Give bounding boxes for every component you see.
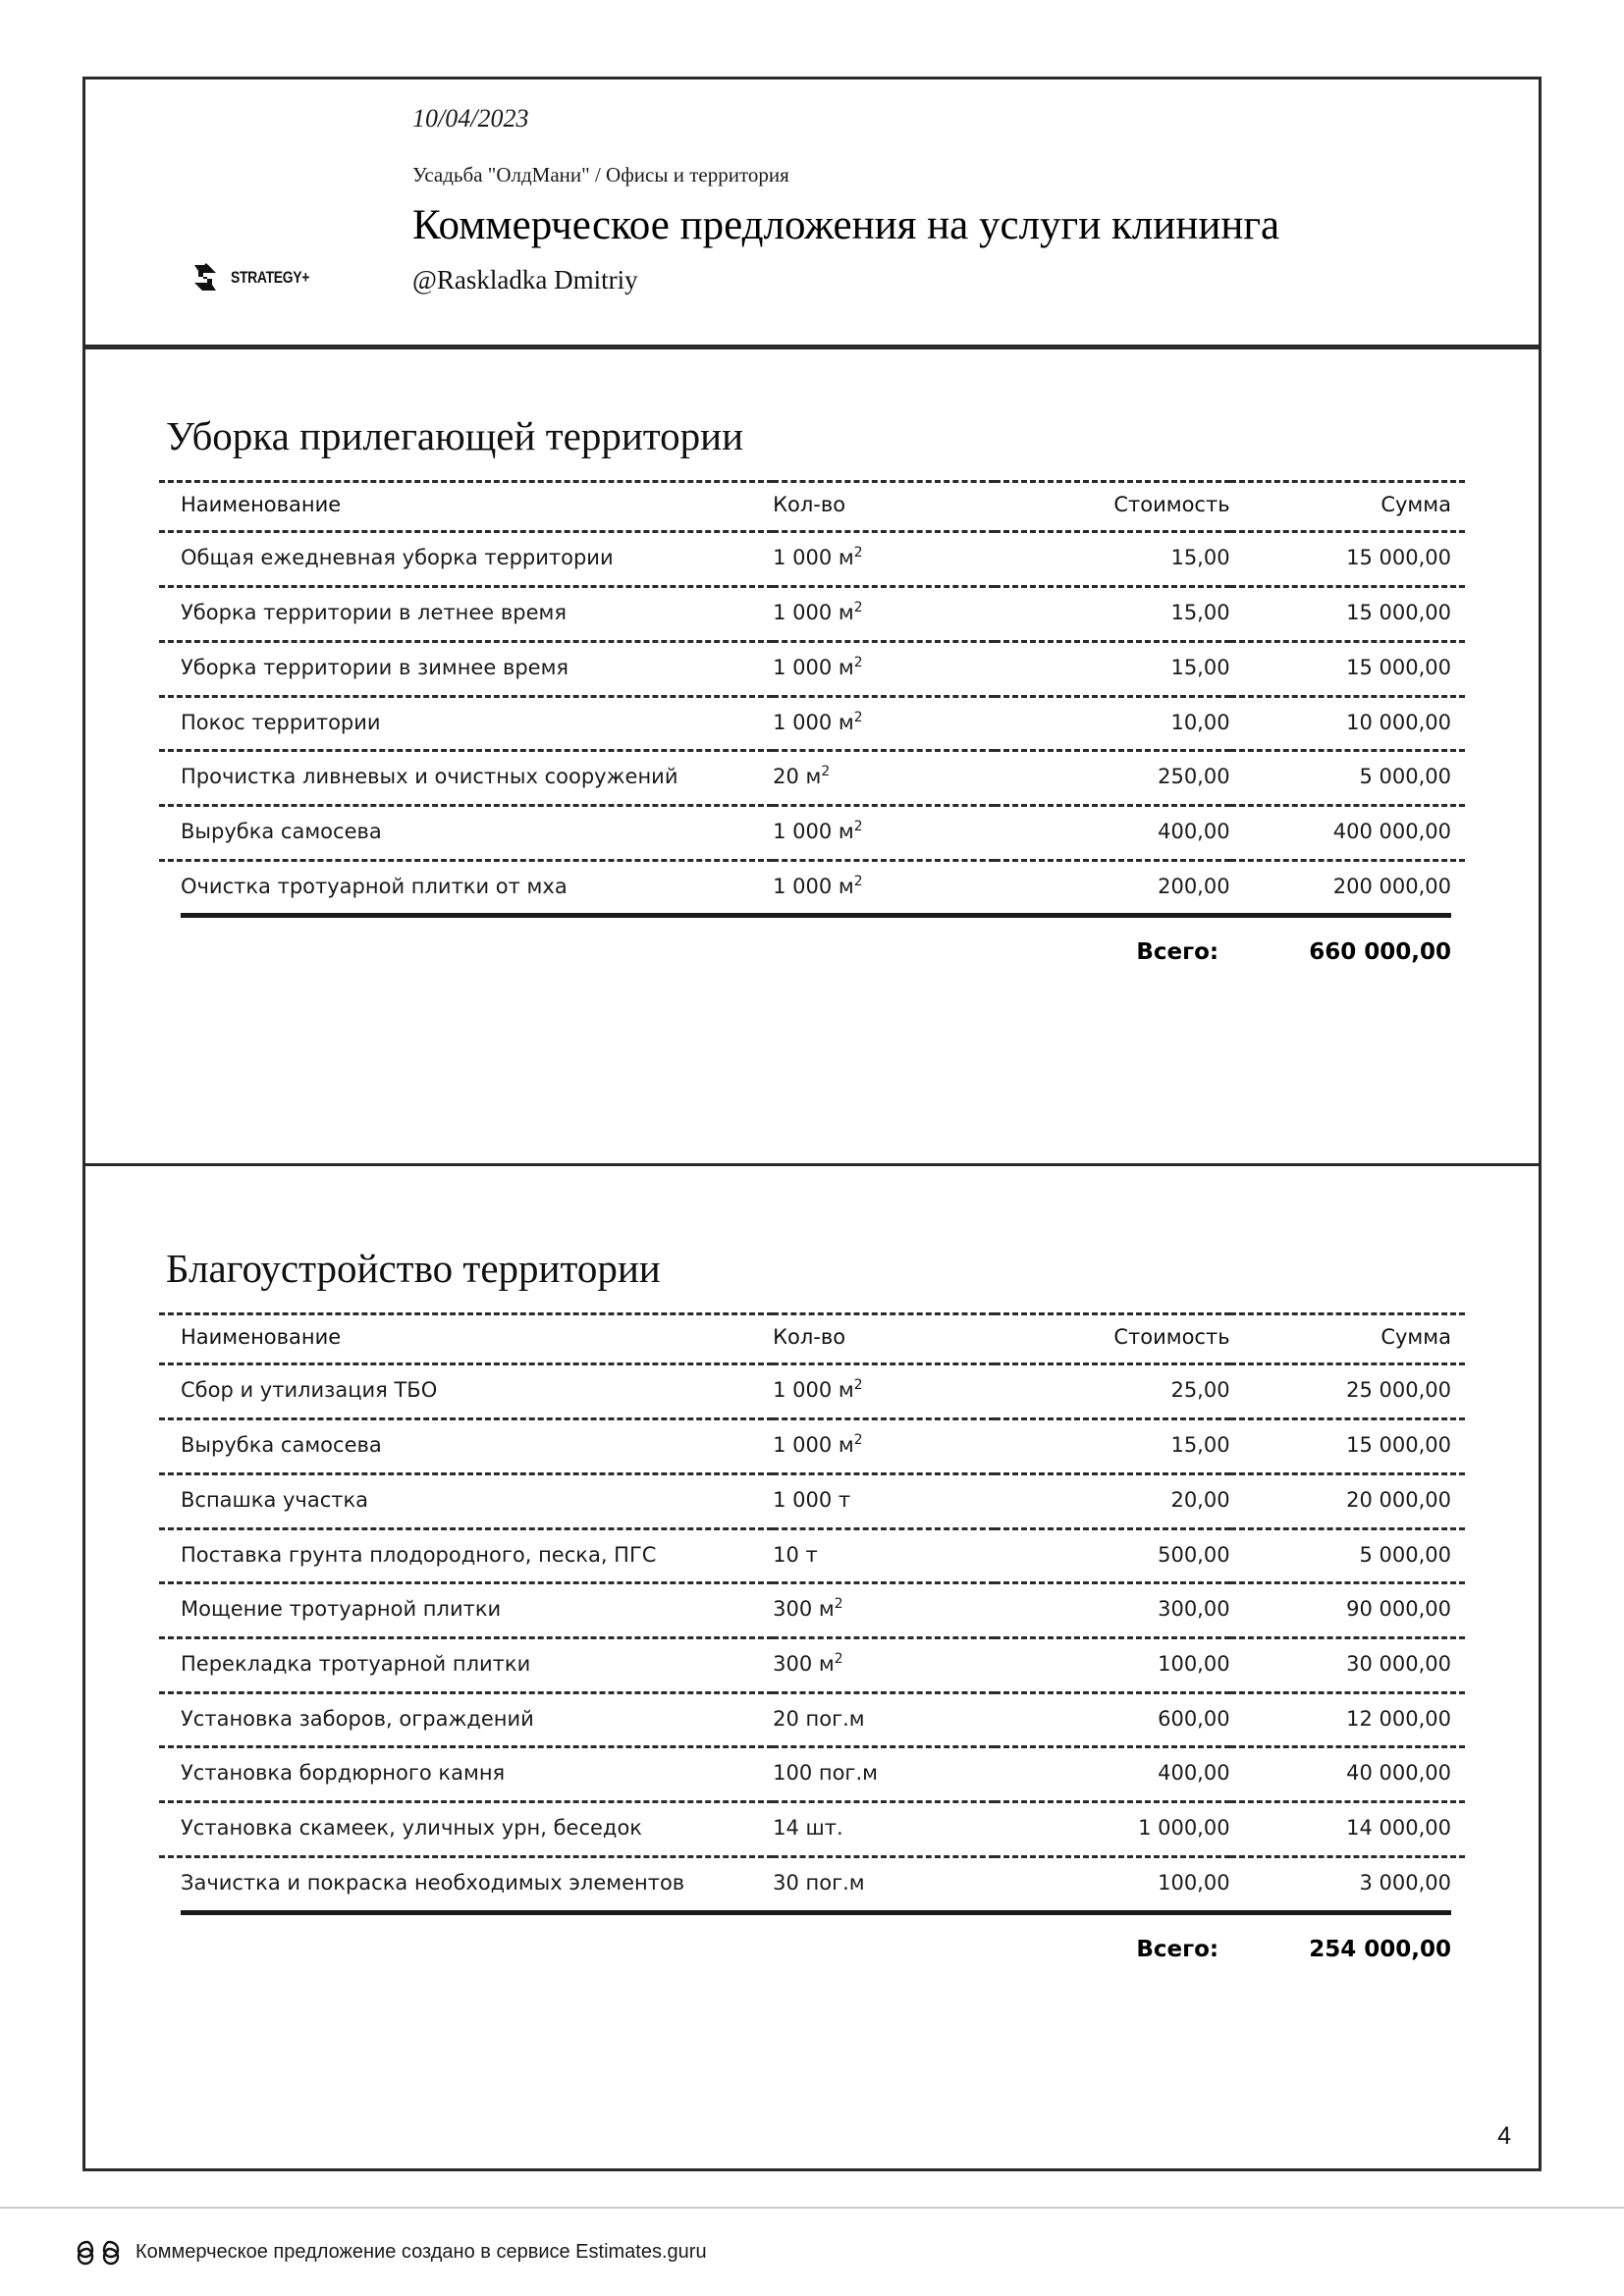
cell-name: Вспашка участка: [159, 1473, 773, 1528]
column-header-price: Стоимость: [995, 1314, 1229, 1364]
cell-price: 20,00: [995, 1473, 1229, 1528]
cell-sum: 15 000,00: [1230, 532, 1465, 587]
table-row: [159, 1747, 1465, 1802]
section-cleaning-adjacent-territory: [85, 349, 1539, 1166]
cell-price: 15,00: [995, 1419, 1229, 1474]
table-row: [159, 1364, 1465, 1419]
cell-qty: 1 000 т: [773, 1473, 995, 1528]
cell-sum: 30 000,00: [1230, 1637, 1465, 1692]
cell-name: Мощение тротуарной плитки: [159, 1583, 773, 1638]
cell-sum: 14 000,00: [1230, 1802, 1465, 1857]
section-title: Уборка прилегающей территории: [166, 413, 744, 458]
cell-price: 500,00: [995, 1528, 1229, 1583]
cell-price: 15,00: [995, 532, 1229, 587]
estimates-guru-logo-icon: [77, 2238, 120, 2268]
table-row: [159, 587, 1465, 642]
cell-price: 250,00: [995, 751, 1229, 806]
cell-qty: 1 000 $м^2$: [773, 1419, 995, 1474]
cell-name: Вырубка самосева: [159, 1419, 773, 1474]
page-title: Коммерческое предложения на услуги клининга: [412, 202, 1280, 249]
cell-qty: 1 000 $м^2$: [773, 532, 995, 587]
cell-qty: 14 шт.: [773, 1802, 995, 1857]
cell-sum: 5 000,00: [1230, 751, 1465, 806]
header-text-block: [412, 103, 1499, 295]
items-table: [159, 1312, 1465, 1909]
cell-name: Уборка территории в летнее время: [159, 587, 773, 642]
cell-sum: 200 000,00: [1332, 874, 1451, 898]
table-row: [159, 751, 1465, 806]
cell-sum: 20 000,00: [1230, 1473, 1465, 1528]
column-header-name: Наименование: [159, 482, 773, 532]
table-row: [159, 1802, 1465, 1857]
cell-qty: 20 пог.м: [773, 1692, 995, 1747]
items-table: [159, 480, 1465, 913]
cell-price: 600,00: [995, 1692, 1229, 1747]
total-label: Всего:: [1136, 939, 1219, 966]
cell-qty: 10 т: [773, 1528, 995, 1583]
document-header: [85, 80, 1539, 349]
total-value: 660 000,00: [1309, 939, 1451, 966]
table-row: [159, 1637, 1465, 1692]
cell-price: 25,00: [995, 1364, 1229, 1419]
cell-qty: 300 $м^2$: [773, 1583, 995, 1638]
cell-qty: 30 пог.м: [773, 1870, 865, 1895]
cell-price: 10,00: [995, 696, 1229, 751]
cell-qty: 1 000 $м^2$: [773, 1364, 995, 1419]
cell-qty: 1 000 $м^2$: [773, 696, 995, 751]
page-number: 4: [1497, 2122, 1511, 2150]
table-row: [159, 1528, 1465, 1583]
cell-price: 15,00: [995, 641, 1229, 696]
cell-sum: 5 000,00: [1230, 1528, 1465, 1583]
cell-price: 100,00: [1158, 1870, 1230, 1895]
cell-price: 100,00: [995, 1637, 1229, 1692]
cell-name: Уборка территории в зимнее время: [159, 641, 773, 696]
column-header-sum: Сумма: [1230, 1314, 1465, 1364]
table-row: [159, 696, 1465, 751]
cell-name: Сбор и утилизация ТБО: [159, 1364, 773, 1419]
cell-name: Поставка грунта плодородного, песка, ПГС: [159, 1528, 773, 1583]
cell-qty: 1 000 $м^2$: [773, 587, 995, 642]
table-row: [159, 805, 1465, 860]
cell-qty: 1 000 $м^2$: [773, 873, 863, 898]
breadcrumb: Усадьба "ОлдМани" / Офисы и территория: [412, 163, 789, 187]
table-row: [159, 1419, 1465, 1474]
column-header-price: Стоимость: [995, 482, 1229, 532]
table-row: [159, 532, 1465, 587]
document-author: @Raskladka Dmitriy: [412, 264, 638, 294]
table-row: [159, 641, 1465, 696]
brand-logo: [189, 261, 327, 294]
page-footer: [0, 2207, 1624, 2296]
page-sheet: [82, 77, 1542, 2171]
footer-text: Коммерческое предложение создано в сервисе Estimates.guru: [135, 2241, 707, 2263]
document-date: 10/04/2023: [412, 104, 529, 133]
cell-sum: 10 000,00: [1230, 696, 1465, 751]
cell-sum: 15 000,00: [1230, 641, 1465, 696]
cell-price: 400,00: [995, 1747, 1229, 1802]
cell-qty: 100 пог.м: [773, 1747, 995, 1802]
items-table-body: [159, 532, 1465, 914]
cell-name: Установка заборов, ограждений: [159, 1692, 773, 1747]
table-row: [159, 1856, 1465, 1909]
cell-name: Очистка тротуарной плитки от мха: [181, 874, 568, 898]
cell-name: Перекладка тротуарной плитки: [159, 1637, 773, 1692]
cell-qty: 300 $м^2$: [773, 1637, 995, 1692]
table-header-row: [159, 1314, 1465, 1364]
column-header-qty: Кол-во: [773, 1314, 995, 1364]
cell-price: 1 000,00: [995, 1802, 1229, 1857]
table-header-row: [159, 482, 1465, 532]
cell-sum: 15 000,00: [1230, 587, 1465, 642]
cell-price: 15,00: [995, 587, 1229, 642]
cell-qty: 20 $м^2$: [773, 751, 995, 806]
cell-name: Покос территории: [159, 696, 773, 751]
cell-qty: 1 000 $м^2$: [773, 641, 995, 696]
section-territory-improvement: [85, 1166, 1539, 2171]
table-row: [159, 860, 1465, 913]
table-row: [159, 1583, 1465, 1638]
total-row: [159, 918, 1465, 965]
cell-sum: 400 000,00: [1230, 805, 1465, 860]
cell-name: Установка скамеек, уличных урн, беседок: [159, 1802, 773, 1857]
cell-sum: 3 000,00: [1359, 1870, 1451, 1895]
cell-price: 200,00: [1158, 874, 1230, 898]
strategy-logo-icon: [189, 261, 222, 294]
cell-sum: 12 000,00: [1230, 1692, 1465, 1747]
brand-name: STRATEGY+: [231, 268, 310, 287]
column-header-qty: Кол-во: [773, 482, 995, 532]
cell-name: Зачистка и покраска необходимых элементов: [181, 1870, 685, 1895]
items-table-body: [159, 1364, 1465, 1910]
total-label: Всего:: [1136, 1936, 1219, 1962]
cell-sum: 90 000,00: [1230, 1583, 1465, 1638]
cell-sum: 15 000,00: [1230, 1419, 1465, 1474]
cell-qty: 1 000 $м^2$: [773, 805, 995, 860]
column-header-sum: Сумма: [1230, 482, 1465, 532]
cell-price: 300,00: [995, 1583, 1229, 1638]
total-row: [159, 1915, 1465, 1962]
cell-name: Установка бордюрного камня: [159, 1747, 773, 1802]
cell-name: Прочистка ливневых и очистных сооружений: [159, 751, 773, 806]
section-title: Благоустройство территории: [166, 1246, 661, 1291]
column-header-name: Наименование: [159, 1314, 773, 1364]
cell-sum: 40 000,00: [1230, 1747, 1465, 1802]
table-row: [159, 1692, 1465, 1747]
table-row: [159, 1473, 1465, 1528]
cell-name: Общая ежедневная уборка территории: [159, 532, 773, 587]
cell-price: 400,00: [995, 805, 1229, 860]
cell-sum: 25 000,00: [1230, 1364, 1465, 1419]
cell-name: Вырубка самосева: [159, 805, 773, 860]
total-value: 254 000,00: [1309, 1936, 1451, 1962]
